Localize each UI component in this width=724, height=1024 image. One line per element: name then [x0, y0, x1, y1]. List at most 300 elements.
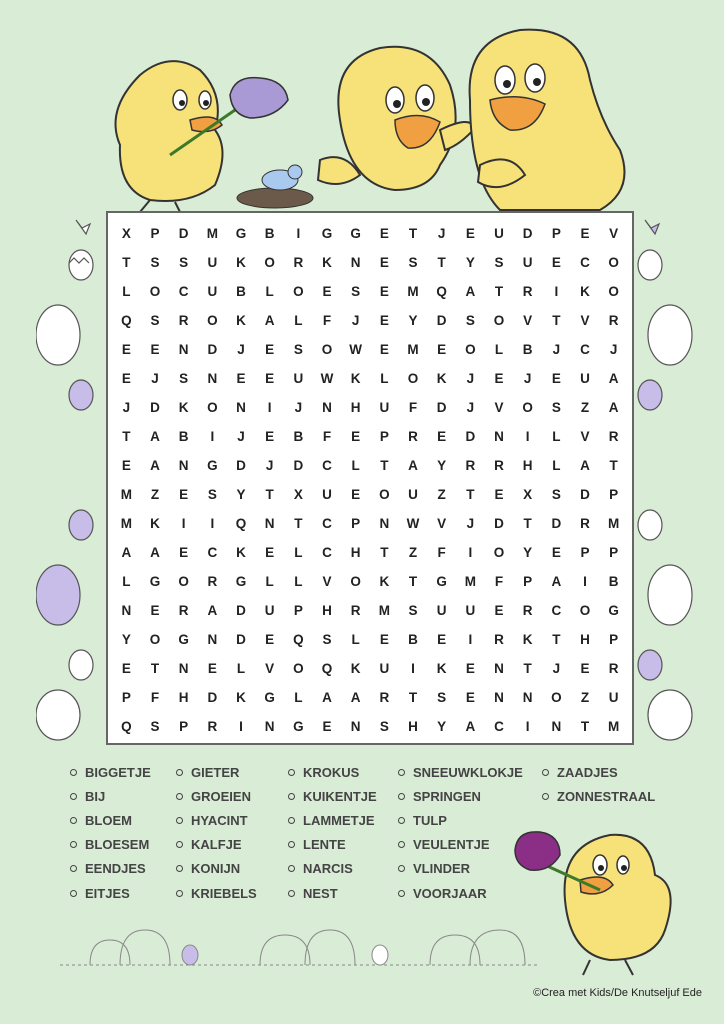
grid-cell: A: [608, 371, 619, 386]
word-label: VOORJAAR: [413, 885, 487, 901]
grid-cell: R: [580, 516, 590, 531]
grid-cell: S: [551, 487, 561, 502]
grid-cell: L: [294, 690, 303, 705]
grid-cell: G: [293, 719, 304, 734]
grid-cell: H: [350, 545, 361, 560]
grid-cell: M: [120, 487, 132, 502]
grid-cell: T: [494, 284, 504, 299]
grid-cell: H: [580, 632, 590, 647]
circle-bullet-icon: [288, 769, 295, 776]
grid-cell: O: [178, 574, 189, 589]
word-list-item: [288, 833, 377, 857]
grid-cell: R: [494, 458, 504, 473]
word-list-item: [398, 784, 523, 808]
grid-cell: P: [179, 719, 189, 734]
grid-cell: A: [608, 400, 619, 415]
grid-cell: F: [437, 545, 446, 560]
word-list-item: [288, 784, 377, 808]
grid-cell: E: [265, 342, 275, 357]
grid-cell: E: [150, 342, 160, 357]
word-label: SNEEUWKLOKJE: [413, 764, 523, 780]
grid-cell: J: [151, 371, 159, 386]
grid-cell: A: [408, 458, 418, 473]
grid-cell: D: [236, 632, 246, 647]
grid-cell: E: [379, 313, 389, 328]
word-list-column: [70, 760, 151, 905]
grid-cell: X: [121, 226, 131, 241]
grid-cell: G: [264, 690, 275, 705]
grid-cell: J: [609, 342, 618, 357]
grid-cell: E: [121, 458, 131, 473]
grid-cell: A: [465, 284, 476, 299]
circle-bullet-icon: [398, 793, 405, 800]
grid-cell: D: [236, 458, 246, 473]
grid-cell: S: [408, 603, 418, 618]
circle-bullet-icon: [288, 890, 295, 897]
circle-bullet-icon: [398, 890, 405, 897]
grid-cell: S: [150, 719, 160, 734]
grid-cell: B: [408, 632, 418, 647]
grid-cell: Y: [408, 313, 418, 328]
grid-cell: E: [580, 226, 590, 241]
grid-cell: G: [608, 603, 619, 618]
grid-cell: C: [580, 255, 590, 270]
word-label: BIGGETJE: [85, 764, 151, 780]
grid-cell: B: [236, 284, 246, 299]
grid-cell: L: [552, 429, 561, 444]
grid-cell: N: [350, 255, 361, 270]
grid-cell: C: [494, 719, 504, 734]
grid-cell: O: [321, 342, 333, 357]
word-list-column: [288, 760, 377, 905]
grid-cell: E: [121, 342, 131, 357]
grid-cell: E: [236, 371, 246, 386]
grid-cell: R: [465, 458, 476, 473]
grid-cell: O: [493, 313, 505, 328]
grid-cell: I: [210, 516, 215, 531]
grid-cell: T: [122, 429, 131, 444]
grid-cell: N: [494, 661, 504, 676]
grid-cell: B: [293, 429, 304, 444]
chick-with-tulip-bottom: [505, 810, 685, 980]
grid-cell: N: [236, 400, 246, 415]
grid-cell: O: [551, 690, 562, 705]
grid-cell: A: [551, 574, 562, 589]
grid-cell: O: [293, 284, 304, 299]
word-label: EITJES: [85, 885, 130, 901]
grid-cell: U: [465, 603, 476, 618]
grid-cell: H: [322, 603, 332, 618]
grid-cell: S: [293, 342, 303, 357]
grid-cell: I: [239, 719, 243, 734]
bunny-egg-decoration-left: [36, 205, 106, 745]
grid-cell: M: [608, 516, 620, 531]
grid-cell: E: [437, 429, 447, 444]
grid-cell: N: [178, 342, 189, 357]
grid-cell: E: [265, 371, 275, 386]
grid-cell: Z: [437, 487, 446, 502]
word-label: TULP: [413, 812, 447, 828]
grid-cell: T: [380, 545, 389, 560]
word-label: GIETER: [191, 764, 240, 780]
grid-cell: E: [551, 545, 561, 560]
grid-cell: E: [379, 226, 389, 241]
word-label: NEST: [303, 885, 338, 901]
grid-cell: Z: [580, 400, 590, 415]
grid-cell: M: [464, 574, 476, 589]
grid-cell: O: [293, 661, 304, 676]
circle-bullet-icon: [398, 865, 405, 872]
grid-cell: T: [150, 661, 160, 676]
word-list-item: [176, 881, 257, 905]
grid-cell: P: [551, 226, 561, 241]
grid-cell: C: [322, 545, 332, 560]
grid-cell: N: [264, 516, 275, 531]
grid-cell: K: [350, 371, 361, 386]
word-list-item: [70, 857, 151, 881]
word-label: NARCIS: [303, 861, 353, 877]
grid-cell: S: [207, 487, 217, 502]
word-list-column: [176, 760, 257, 905]
grid-cell: J: [466, 400, 475, 415]
word-list-item: [542, 760, 655, 784]
grid-cell: U: [436, 603, 447, 618]
grid-cell: U: [264, 603, 275, 618]
grid-cell: J: [294, 400, 303, 415]
word-search-grid-frame: [106, 211, 634, 745]
grid-cell: C: [322, 516, 332, 531]
grid-cell: R: [522, 284, 533, 299]
grid-cell: E: [465, 226, 475, 241]
grid-cell: T: [265, 487, 274, 502]
grid-cell: R: [207, 574, 218, 589]
grid-cell: D: [207, 342, 218, 357]
word-list-item: [176, 833, 257, 857]
circle-bullet-icon: [70, 769, 77, 776]
circle-bullet-icon: [176, 793, 183, 800]
word-label: EENDJES: [85, 861, 146, 877]
grid-cell: B: [522, 342, 533, 357]
circle-bullet-icon: [288, 817, 295, 824]
word-list-item: [70, 808, 151, 832]
circle-bullet-icon: [176, 769, 183, 776]
grid-cell: H: [178, 690, 189, 705]
grid-cell: R: [608, 313, 619, 328]
grid-cell: V: [494, 400, 504, 415]
grid-cell: T: [466, 487, 475, 502]
grid-cell: F: [408, 400, 418, 415]
grid-cell: O: [149, 284, 161, 299]
grid-cell: G: [149, 574, 161, 589]
circle-bullet-icon: [70, 841, 77, 848]
grid-cell: Z: [408, 545, 418, 560]
grid-cell: U: [322, 487, 332, 502]
grid-cell: K: [236, 690, 246, 705]
grid-cell: P: [379, 429, 389, 444]
grid-cell: B: [264, 226, 275, 241]
grid-cell: T: [609, 458, 618, 473]
grid-cell: Y: [236, 487, 246, 502]
grid-cell: T: [523, 661, 532, 676]
grid-cell: U: [494, 226, 504, 241]
grid-cell: E: [494, 603, 504, 618]
word-label: ZAADJES: [557, 764, 618, 780]
grid-cell: K: [236, 545, 246, 560]
grid-cell: T: [122, 255, 131, 270]
grid-cell: V: [265, 661, 275, 676]
grid-cell: O: [465, 342, 476, 357]
grid-cell: K: [178, 400, 189, 415]
grid-cell: N: [551, 719, 562, 734]
grid-cell: R: [350, 603, 361, 618]
grid-cell: O: [379, 487, 390, 502]
grid-cell: N: [494, 429, 504, 444]
grid-cell: A: [121, 545, 132, 560]
grid-cell: D: [436, 400, 447, 415]
grid-cell: U: [580, 371, 590, 386]
grid-cell: T: [523, 516, 532, 531]
grid-cell: G: [235, 226, 247, 241]
grid-cell: N: [522, 690, 533, 705]
circle-bullet-icon: [176, 841, 183, 848]
grid-cell: R: [608, 661, 619, 676]
grid-cell: G: [321, 226, 333, 241]
grid-cell: D: [436, 313, 447, 328]
grid-cell: O: [608, 255, 619, 270]
grid-cell: I: [181, 516, 186, 531]
grid-cell: U: [379, 661, 390, 676]
bunny-egg-decoration-right: [625, 205, 695, 745]
grid-cell: T: [552, 313, 561, 328]
grid-cell: O: [207, 400, 218, 415]
grid-cell: E: [437, 632, 447, 647]
grid-cell: G: [436, 574, 447, 589]
word-label: BIJ: [85, 788, 106, 804]
circle-bullet-icon: [398, 841, 405, 848]
grid-cell: I: [583, 574, 587, 589]
grid-cell: A: [150, 545, 160, 560]
grid-cell: N: [178, 661, 189, 676]
grid-cell: I: [411, 661, 415, 676]
grid-cell: L: [122, 574, 131, 589]
grid-cell: P: [293, 603, 303, 618]
grid-cell: V: [580, 429, 590, 444]
grid-cell: S: [379, 719, 389, 734]
grid-cell: F: [494, 574, 504, 589]
word-label: KUIKENTJE: [303, 788, 377, 804]
grid-cell: X: [293, 487, 303, 502]
grid-cell: L: [265, 574, 274, 589]
grid-cell: A: [264, 313, 275, 328]
grid-cell: P: [523, 574, 533, 589]
grid-cell: E: [265, 632, 275, 647]
grid-cell: X: [523, 487, 533, 502]
grid-cell: I: [554, 284, 559, 299]
grid-cell: E: [121, 371, 131, 386]
grid-cell: K: [236, 255, 246, 270]
word-list-item: [542, 784, 655, 808]
grid-cell: A: [150, 458, 160, 473]
grid-cell: A: [465, 719, 476, 734]
grid-cell: O: [522, 400, 533, 415]
word-list-item: [398, 760, 523, 784]
grid-cell: S: [322, 632, 332, 647]
grid-cell: E: [351, 429, 361, 444]
word-label: VLINDER: [413, 861, 471, 877]
grid-cell: E: [580, 661, 590, 676]
grid-cell: K: [350, 661, 361, 676]
grid-cell: U: [293, 371, 304, 386]
grid-cell: V: [437, 516, 447, 531]
grid-cell: D: [207, 690, 218, 705]
grid-cell: S: [179, 371, 189, 386]
grid-cell: Y: [465, 255, 475, 270]
grid-cell: E: [437, 342, 447, 357]
grid-cell: L: [294, 574, 303, 589]
grid-cell: Y: [523, 545, 533, 560]
grid-cell: I: [525, 429, 530, 444]
grid-cell: A: [580, 458, 590, 473]
grid-cell: Y: [121, 632, 131, 647]
grid-cell: D: [150, 400, 160, 415]
grid-cell: K: [522, 632, 533, 647]
grid-cell: R: [379, 690, 390, 705]
grid-cell: E: [179, 545, 189, 560]
word-label: KONIJN: [191, 861, 241, 877]
word-label: VEULENTJE: [413, 837, 490, 853]
grid-cell: N: [322, 400, 332, 415]
grid-cell: L: [552, 458, 561, 473]
grid-cell: J: [466, 516, 475, 531]
grid-cell: Y: [437, 458, 447, 473]
grid-cell: E: [494, 371, 504, 386]
word-label: KROKUS: [303, 764, 360, 780]
grid-cell: D: [293, 458, 304, 473]
grid-cell: N: [207, 371, 218, 386]
grid-cell: E: [465, 690, 475, 705]
grid-cell: L: [294, 545, 303, 560]
grid-cell: P: [609, 632, 619, 647]
grid-cell: P: [609, 487, 619, 502]
grid-cell: A: [322, 690, 332, 705]
bunny-row-decoration: [60, 915, 540, 975]
grid-cell: D: [178, 226, 189, 241]
grid-cell: J: [351, 313, 360, 328]
grid-cell: Q: [121, 313, 132, 328]
grid-cell: F: [150, 690, 160, 705]
grid-cell: B: [608, 574, 619, 589]
grid-cell: C: [580, 342, 590, 357]
grid-cell: J: [437, 226, 446, 241]
grid-cell: E: [322, 284, 332, 299]
grid-cell: L: [351, 458, 360, 473]
grid-cell: Y: [437, 719, 447, 734]
grid-cell: S: [351, 284, 361, 299]
grid-cell: W: [349, 342, 363, 357]
grid-cell: H: [522, 458, 533, 473]
grid-cell: D: [551, 516, 562, 531]
grid-cell: K: [379, 574, 390, 589]
grid-cell: V: [580, 313, 590, 328]
grid-cell: I: [210, 429, 215, 444]
grid-cell: B: [178, 429, 189, 444]
word-label: LAMMETJE: [303, 812, 375, 828]
word-label: ZONNESTRAAL: [557, 788, 656, 804]
grid-cell: A: [207, 603, 218, 618]
grid-cell: O: [207, 313, 218, 328]
grid-cell: I: [267, 400, 272, 415]
grid-cell: S: [551, 400, 561, 415]
grid-cell: R: [522, 603, 533, 618]
grid-cell: E: [379, 342, 389, 357]
grid-cell: K: [436, 371, 447, 386]
grid-cell: E: [379, 632, 389, 647]
grid-cell: U: [608, 690, 619, 705]
grid-cell: S: [179, 255, 189, 270]
grid-cell: Z: [150, 487, 160, 502]
grid-cell: T: [408, 574, 418, 589]
word-list-item: [176, 857, 257, 881]
grid-cell: C: [178, 284, 189, 299]
grid-cell: T: [408, 690, 418, 705]
grid-cell: A: [350, 690, 361, 705]
word-list-item: [288, 808, 377, 832]
grid-cell: G: [207, 458, 218, 473]
grid-cell: J: [552, 661, 561, 676]
grid-cell: S: [437, 690, 447, 705]
grid-cell: I: [296, 226, 301, 241]
word-list-column: [542, 760, 655, 808]
grid-cell: S: [465, 313, 475, 328]
grid-cell: Q: [293, 632, 304, 647]
grid-cell: D: [522, 226, 533, 241]
circle-bullet-icon: [288, 841, 295, 848]
word-list-item: [176, 784, 257, 808]
grid-cell: K: [580, 284, 590, 299]
grid-cell: T: [580, 719, 590, 734]
grid-cell: P: [121, 690, 131, 705]
grid-cell: D: [465, 429, 476, 444]
grid-cell: N: [178, 458, 189, 473]
grid-cell: I: [525, 719, 530, 734]
grid-cell: G: [178, 632, 189, 647]
circle-bullet-icon: [288, 865, 295, 872]
grid-cell: S: [150, 255, 160, 270]
grid-cell: E: [265, 545, 275, 560]
grid-cell: J: [237, 342, 245, 357]
grid-cell: J: [466, 371, 475, 386]
grid-cell: F: [322, 429, 332, 444]
grid-cell: I: [468, 632, 473, 647]
grid-cell: H: [350, 400, 361, 415]
grid-cell: N: [264, 719, 275, 734]
grid-cell: F: [322, 313, 332, 328]
grid-cell: L: [236, 661, 246, 676]
grid-cell: O: [407, 371, 419, 386]
grid-cell: S: [494, 255, 504, 270]
grid-cell: J: [122, 400, 131, 415]
circle-bullet-icon: [176, 817, 183, 824]
grid-cell: D: [580, 487, 590, 502]
grid-cell: E: [150, 603, 160, 618]
circle-bullet-icon: [398, 769, 405, 776]
grid-cell: O: [149, 632, 161, 647]
grid-cell: C: [322, 458, 332, 473]
word-label: KALFJE: [191, 837, 242, 853]
grid-cell: L: [265, 284, 274, 299]
word-list-item: [288, 881, 377, 905]
copyright-credit: ©Crea met Kids/De Knutseljuf Ede: [533, 987, 702, 999]
